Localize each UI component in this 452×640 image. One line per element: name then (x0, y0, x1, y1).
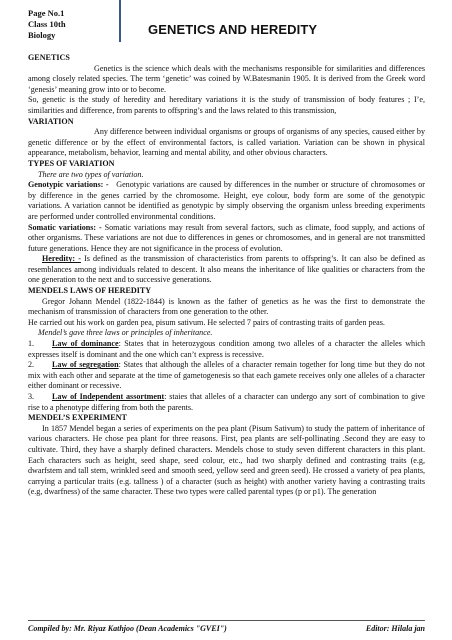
law-3-number: 3. (28, 392, 35, 401)
page-meta (28, 8, 66, 41)
paragraph-somatic (28, 223, 425, 255)
page-number: Page No.1 (28, 8, 65, 18)
document-body (28, 53, 425, 498)
genetics-p2-text: So, genetic is the study of heredity and hereditary variations it is the study of transmission of body features ; I’e, similarities and difference, from parents to offspring’s and the laws related to this transmission, (28, 95, 425, 115)
law-segregation (28, 360, 425, 392)
header-divider (119, 0, 121, 42)
paragraph-variation: Any difference between individual organisms or groups of organisms of any species, caused either by genetic difference or by the effect of environmental factors, is called variation. Variation can be shown in physical appearance, metabolism, behavior, learning and mental ability, and other obvious characters. (28, 127, 425, 158)
paragraph-experiment: In 1857 Mendel began a series of experiments on the pea plant (Pisum Sativum) to study the pattern of inheritance of various characters. He chose pea plant for three reasons. First, pea plants are self-pollinating .Second they are easy to cultivate. Third, they have a sharply defined characters. Mendels chose to study seven different characters in this plant. Each characters such as height, seed shape, seed colour, etc., had two sharply defined and contrasting traits (e.g, dwarfstem and tall stem, wrinkled seed and smooth seed, yellow seed and green seed). He crossed a variety of pea plants, carrying a particular traits (e.g. tallness ) of a character (such as height) with another variety having a contrasting traits (e.g, dwarfness) of the same character. These two types were called parental types (p or p1). The generation (28, 423, 425, 497)
types-subtitle: There are two types of variation. (38, 169, 144, 179)
genotypic-label: Genotypic variations: - (28, 180, 109, 190)
paragraph-genotypic (28, 180, 425, 222)
law-1-text: : States that in heterozygous condition among two alleles of a character the alleles which expresses itself is dominant and the one which can’t express is recessive. (28, 339, 425, 359)
footer-editor: Editor: Hilala jan (365, 624, 425, 633)
paragraph-mendel-1: Gregor Johann Mendel (1822-1844) is known as the father of genetics as he was the first to demonstrate the mechanism of transmission of characters from one generation to the other. (28, 296, 425, 317)
heredity-text: Is defined as the transmission of characteristics from parents to offspring’s. It can also be defined as resemblances among individuals related to descent. It also means the inheritance of like qualities or characters from the one generation to the next and to successive generations. (28, 254, 425, 285)
law-2-label: Law of segregation (52, 360, 119, 370)
law-independent-assortment (28, 392, 425, 413)
heading-variation: VARIATION (28, 116, 74, 126)
heading-genetics: GENETICS (28, 53, 70, 62)
footer-divider (28, 620, 425, 621)
paragraph-genetics-2 (28, 95, 425, 116)
mendels-subtitle: Mendel’s gave three laws or principles of inheritance. (38, 328, 213, 338)
heredity-label: Heredity: - (42, 254, 81, 264)
law-dominance (28, 339, 425, 360)
law-2-text: : States that although the alleles of a character remain together for long time but they do not mix with each other and separate at the time of gametogenesis so that each gamete receives only one alleles of a character either dominant or recessive. (28, 360, 425, 391)
genotypic-text: Genotypic variations are caused by differences in the number or structure of chromosomes or by difference in the genes carried by the chromosome. Height, eye colour, body form are some of the genotypic variations. A variation cannot be identified as genotypic by simply observing the organism unless breeding experiments are performed under controlled environmental conditions. (28, 180, 425, 221)
somatic-label: Somatic variations: - (28, 222, 102, 232)
paragraph-heredity (28, 254, 425, 286)
law-3-text: : staies that alleles of a character can undergo any sort of combination to give rise to a phenotype differing from both the parents. (28, 392, 426, 412)
footer-compiled-by: Compiled by: Mr. Riyaz Kathjoo (Dean Academics "GVEI") (28, 624, 227, 633)
page-title: GENETICS AND HEREDITY (148, 22, 318, 37)
class-label: Class 10th (28, 19, 66, 29)
paragraph-mendel-2: He carried out his work on garden pea, pisum sativum. He selected 7 pairs of contrasting traits of garden peas. (28, 317, 385, 327)
somatic-text: Somatic variations may result from several factors, such as climate, food supply, and actions of other organisms. These variations are not due to differences in genes or chromosomes, and in general are not transmitted future generations. Hence they are not significance in the process of evolution. (28, 222, 425, 253)
subject-label: Biology (28, 30, 56, 40)
heading-mendels-laws: MENDELS LAWS OF HEREDITY (28, 286, 152, 296)
heading-mendels-experiment: MENDEL’S EXPERIMENT (28, 413, 127, 423)
law-2-number: 2. (28, 360, 35, 370)
paragraph-genetics-1: Genetics is the science which deals with the mechanisms responsible for similarities and differences among closely related species. The term ‘genetic’ was coined by W.Batesmanin 1905. It is derived from the Greek word ‘genesis’ meaning grow into or to become. (28, 63, 425, 94)
law-1-label: Law of dominance (52, 339, 119, 349)
law-1-number: 1. (28, 339, 35, 349)
law-3-label: Law of Independent assortment (52, 392, 165, 401)
heading-types-of-variation: TYPES OF VARIATION (28, 158, 115, 168)
